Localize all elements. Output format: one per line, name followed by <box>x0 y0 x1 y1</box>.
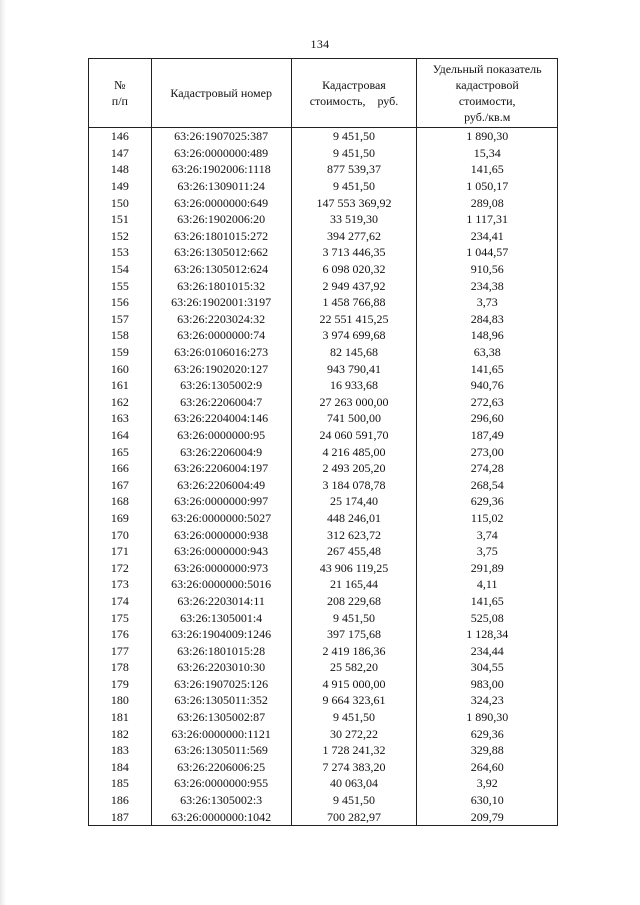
cell-cadastral-cost: 9 451,50 <box>291 792 417 809</box>
cell-row-number: 150 <box>89 194 152 211</box>
table-row <box>89 692 558 709</box>
cell-cadastral-number: 63:26:1305001:4 <box>151 609 291 626</box>
table-row <box>89 427 558 444</box>
cell-cadastral-number: 63:26:2203024:32 <box>151 311 291 328</box>
cell-specific-cost: 141,65 <box>417 593 558 610</box>
header-specific-line1: Удельный показатель <box>432 62 542 76</box>
cell-cadastral-cost: 1 728 241,32 <box>291 742 417 759</box>
cell-cadastral-cost: 27 263 000,00 <box>291 394 417 411</box>
cell-row-number: 148 <box>89 161 152 178</box>
cell-row-number: 172 <box>89 559 152 576</box>
cell-specific-cost: 274,28 <box>417 460 558 477</box>
table-row <box>89 792 558 809</box>
cell-cadastral-number: 63:26:0000000:489 <box>151 145 291 162</box>
cell-specific-cost: 1 050,17 <box>417 178 558 195</box>
cell-cadastral-cost: 16 933,68 <box>291 377 417 394</box>
cell-specific-cost: 1 117,31 <box>417 211 558 228</box>
cell-cadastral-number: 63:26:0000000:997 <box>151 493 291 510</box>
table-row <box>89 194 558 211</box>
table-row <box>89 626 558 643</box>
cell-specific-cost: 910,56 <box>417 261 558 278</box>
cell-cadastral-cost: 3 184 078,78 <box>291 476 417 493</box>
table-row <box>89 360 558 377</box>
cell-row-number: 169 <box>89 510 152 527</box>
cell-row-number: 163 <box>89 410 152 427</box>
table-row <box>89 178 558 195</box>
cell-cadastral-cost: 9 451,50 <box>291 709 417 726</box>
cell-cadastral-number: 63:26:1907025:387 <box>151 128 291 145</box>
cell-cadastral-number: 63:26:1801015:272 <box>151 228 291 245</box>
cell-specific-cost: 1 890,30 <box>417 128 558 145</box>
cell-specific-cost: 329,88 <box>417 742 558 759</box>
cell-cadastral-number: 63:26:1305002:9 <box>151 377 291 394</box>
cell-row-number: 153 <box>89 244 152 261</box>
cadastral-table <box>88 58 558 826</box>
cell-row-number: 149 <box>89 178 152 195</box>
cell-row-number: 154 <box>89 261 152 278</box>
cell-row-number: 164 <box>89 427 152 444</box>
header-specific-cost <box>417 59 558 128</box>
cell-specific-cost: 115,02 <box>417 510 558 527</box>
table-row <box>89 493 558 510</box>
cell-row-number: 171 <box>89 543 152 560</box>
cell-cadastral-cost: 30 272,22 <box>291 725 417 742</box>
cell-row-number: 186 <box>89 792 152 809</box>
table-row <box>89 476 558 493</box>
cell-cadastral-cost: 4 216 485,00 <box>291 443 417 460</box>
cell-specific-cost: 983,00 <box>417 676 558 693</box>
header-row-number <box>89 59 152 128</box>
cell-specific-cost: 3,92 <box>417 775 558 792</box>
cell-cadastral-number: 63:26:1305011:569 <box>151 742 291 759</box>
cell-cadastral-number: 63:26:1309011:24 <box>151 178 291 195</box>
cell-cadastral-number: 63:26:2206004:49 <box>151 476 291 493</box>
cell-cadastral-cost: 33 519,30 <box>291 211 417 228</box>
header-specific-line3: стоимости, <box>458 94 516 108</box>
cell-cadastral-cost: 208 229,68 <box>291 593 417 610</box>
cell-row-number: 174 <box>89 593 152 610</box>
cell-cadastral-number: 63:26:0106016:273 <box>151 344 291 361</box>
cell-cadastral-number: 63:26:0000000:95 <box>151 427 291 444</box>
header-specific-line4: руб./кв.м <box>464 110 511 124</box>
cell-cadastral-cost: 394 277,62 <box>291 228 417 245</box>
header-specific-line2: кадастровой <box>455 78 519 92</box>
cell-cadastral-number: 63:26:2206006:25 <box>151 759 291 776</box>
cell-cadastral-number: 63:26:1305002:3 <box>151 792 291 809</box>
table-row <box>89 526 558 543</box>
cell-cadastral-cost: 3 974 699,68 <box>291 327 417 344</box>
cell-specific-cost: 630,10 <box>417 792 558 809</box>
table-row <box>89 145 558 162</box>
cell-specific-cost: 304,55 <box>417 659 558 676</box>
cell-row-number: 152 <box>89 228 152 245</box>
cell-cadastral-cost: 21 165,44 <box>291 576 417 593</box>
cell-cadastral-number: 63:26:0000000:5027 <box>151 510 291 527</box>
cell-cadastral-cost: 1 458 766,88 <box>291 294 417 311</box>
table-row <box>89 460 558 477</box>
cell-cadastral-number: 63:26:1305012:624 <box>151 261 291 278</box>
cell-cadastral-cost: 943 790,41 <box>291 360 417 377</box>
cell-row-number: 185 <box>89 775 152 792</box>
cell-specific-cost: 63,38 <box>417 344 558 361</box>
cell-row-number: 161 <box>89 377 152 394</box>
cell-specific-cost: 15,34 <box>417 145 558 162</box>
cell-cadastral-cost: 741 500,00 <box>291 410 417 427</box>
table-row <box>89 311 558 328</box>
table-row <box>89 593 558 610</box>
cell-cadastral-number: 63:26:1801015:32 <box>151 277 291 294</box>
table-row <box>89 344 558 361</box>
cell-cadastral-number: 63:26:1305012:662 <box>151 244 291 261</box>
cell-row-number: 158 <box>89 327 152 344</box>
cell-row-number: 179 <box>89 676 152 693</box>
cell-cadastral-cost: 3 713 446,35 <box>291 244 417 261</box>
cell-specific-cost: 3,74 <box>417 526 558 543</box>
cell-row-number: 181 <box>89 709 152 726</box>
cell-cadastral-number: 63:26:2206004:7 <box>151 394 291 411</box>
table-row <box>89 377 558 394</box>
cell-specific-cost: 209,79 <box>417 808 558 825</box>
table-row <box>89 725 558 742</box>
table-row <box>89 394 558 411</box>
table-row <box>89 609 558 626</box>
header-cadastral-number: Кадастровый номер <box>151 59 291 128</box>
cell-cadastral-number: 63:26:2203014:11 <box>151 593 291 610</box>
cell-specific-cost: 296,60 <box>417 410 558 427</box>
cell-cadastral-cost: 312 623,72 <box>291 526 417 543</box>
cell-specific-cost: 187,49 <box>417 427 558 444</box>
cell-specific-cost: 3,75 <box>417 543 558 560</box>
cell-cadastral-cost: 25 174,40 <box>291 493 417 510</box>
cell-cadastral-cost: 9 451,50 <box>291 128 417 145</box>
cell-cadastral-cost: 2 419 186,36 <box>291 642 417 659</box>
table-row <box>89 676 558 693</box>
cell-row-number: 162 <box>89 394 152 411</box>
cell-cadastral-number: 63:26:0000000:955 <box>151 775 291 792</box>
table-row <box>89 742 558 759</box>
cell-row-number: 184 <box>89 759 152 776</box>
cell-specific-cost: 272,63 <box>417 394 558 411</box>
cell-cadastral-cost: 6 098 020,32 <box>291 261 417 278</box>
header-number-abbrev: п/п <box>111 94 128 108</box>
cell-cadastral-cost: 877 539,37 <box>291 161 417 178</box>
table-body <box>89 128 558 826</box>
cell-cadastral-cost: 147 553 369,92 <box>291 194 417 211</box>
cell-specific-cost: 629,36 <box>417 493 558 510</box>
cell-specific-cost: 234,41 <box>417 228 558 245</box>
cell-cadastral-number: 63:26:1305011:352 <box>151 692 291 709</box>
cell-cadastral-cost: 9 451,50 <box>291 178 417 195</box>
cell-cadastral-cost: 7 274 383,20 <box>291 759 417 776</box>
table-row <box>89 410 558 427</box>
cell-cadastral-number: 63:26:2203010:30 <box>151 659 291 676</box>
cell-cadastral-number: 63:26:2204004:146 <box>151 410 291 427</box>
cell-cadastral-number: 63:26:1902006:20 <box>151 211 291 228</box>
cell-specific-cost: 1 890,30 <box>417 709 558 726</box>
table-row <box>89 709 558 726</box>
cell-cadastral-cost: 9 451,50 <box>291 145 417 162</box>
cell-cadastral-number: 63:26:0000000:74 <box>151 327 291 344</box>
cell-cadastral-cost: 9 451,50 <box>291 609 417 626</box>
cell-row-number: 182 <box>89 725 152 742</box>
header-cost-line2: стоимость, руб. <box>309 94 399 108</box>
cell-cadastral-cost: 24 060 591,70 <box>291 427 417 444</box>
cell-specific-cost: 1 128,34 <box>417 626 558 643</box>
cell-row-number: 166 <box>89 460 152 477</box>
cell-row-number: 155 <box>89 277 152 294</box>
cell-specific-cost: 234,38 <box>417 277 558 294</box>
scan-shadow-edge <box>0 0 6 905</box>
cell-row-number: 160 <box>89 360 152 377</box>
cell-specific-cost: 268,54 <box>417 476 558 493</box>
header-cadastral-cost <box>291 59 417 128</box>
cell-row-number: 176 <box>89 626 152 643</box>
cell-cadastral-number: 63:26:1902001:3197 <box>151 294 291 311</box>
cell-specific-cost: 141,65 <box>417 161 558 178</box>
cell-specific-cost: 284,83 <box>417 311 558 328</box>
cell-cadastral-number: 63:26:1907025:126 <box>151 676 291 693</box>
cell-specific-cost: 148,96 <box>417 327 558 344</box>
table-row <box>89 775 558 792</box>
cell-cadastral-number: 63:26:0000000:5016 <box>151 576 291 593</box>
cell-specific-cost: 940,76 <box>417 377 558 394</box>
cell-cadastral-cost: 267 455,48 <box>291 543 417 560</box>
cell-row-number: 170 <box>89 526 152 543</box>
table-row <box>89 161 558 178</box>
cell-cadastral-number: 63:26:0000000:938 <box>151 526 291 543</box>
cell-cadastral-cost: 25 582,20 <box>291 659 417 676</box>
cell-row-number: 167 <box>89 476 152 493</box>
cell-row-number: 177 <box>89 642 152 659</box>
cell-specific-cost: 1 044,57 <box>417 244 558 261</box>
table-row <box>89 327 558 344</box>
header-cost-line1: Кадастровая <box>322 78 386 92</box>
cell-cadastral-cost: 2 949 437,92 <box>291 277 417 294</box>
cell-row-number: 168 <box>89 493 152 510</box>
cell-specific-cost: 3,73 <box>417 294 558 311</box>
cell-specific-cost: 141,65 <box>417 360 558 377</box>
page-number: 134 <box>310 37 330 51</box>
cell-row-number: 187 <box>89 808 152 825</box>
cell-cadastral-cost: 40 063,04 <box>291 775 417 792</box>
cell-row-number: 151 <box>89 211 152 228</box>
cell-row-number: 146 <box>89 128 152 145</box>
cell-row-number: 178 <box>89 659 152 676</box>
cell-cadastral-cost: 700 282,97 <box>291 808 417 825</box>
table-row <box>89 759 558 776</box>
table-row <box>89 559 558 576</box>
table-row <box>89 228 558 245</box>
cell-cadastral-number: 63:26:0000000:943 <box>151 543 291 560</box>
cell-cadastral-number: 63:26:0000000:1042 <box>151 808 291 825</box>
table-row <box>89 659 558 676</box>
cell-row-number: 180 <box>89 692 152 709</box>
table-row <box>89 128 558 145</box>
cell-row-number: 159 <box>89 344 152 361</box>
cell-row-number: 165 <box>89 443 152 460</box>
cell-specific-cost: 264,60 <box>417 759 558 776</box>
cell-cadastral-number: 63:26:2206004:9 <box>151 443 291 460</box>
cell-specific-cost: 324,23 <box>417 692 558 709</box>
cell-cadastral-number: 63:26:1305002:87 <box>151 709 291 726</box>
header-number-sign: № <box>114 78 126 92</box>
cell-cadastral-number: 63:26:1801015:28 <box>151 642 291 659</box>
table-row <box>89 211 558 228</box>
cell-row-number: 156 <box>89 294 152 311</box>
cell-specific-cost: 525,08 <box>417 609 558 626</box>
table-row <box>89 244 558 261</box>
cell-cadastral-cost: 397 175,68 <box>291 626 417 643</box>
cell-row-number: 175 <box>89 609 152 626</box>
cell-cadastral-cost: 43 906 119,25 <box>291 559 417 576</box>
cell-cadastral-cost: 22 551 415,25 <box>291 311 417 328</box>
cell-row-number: 157 <box>89 311 152 328</box>
cell-specific-cost: 289,08 <box>417 194 558 211</box>
cell-row-number: 173 <box>89 576 152 593</box>
cell-specific-cost: 4,11 <box>417 576 558 593</box>
cell-cadastral-number: 63:26:0000000:649 <box>151 194 291 211</box>
cell-cadastral-cost: 2 493 205,20 <box>291 460 417 477</box>
cell-cadastral-cost: 82 145,68 <box>291 344 417 361</box>
cell-cadastral-number: 63:26:1902006:1118 <box>151 161 291 178</box>
table-row <box>89 808 558 825</box>
cell-row-number: 183 <box>89 742 152 759</box>
table-header-row <box>89 59 558 128</box>
cell-specific-cost: 273,00 <box>417 443 558 460</box>
cell-specific-cost: 291,89 <box>417 559 558 576</box>
table-row <box>89 261 558 278</box>
table-row <box>89 642 558 659</box>
cell-cadastral-number: 63:26:1904009:1246 <box>151 626 291 643</box>
table-row <box>89 510 558 527</box>
cell-cadastral-cost: 4 915 000,00 <box>291 676 417 693</box>
cell-cadastral-number: 63:26:2206004:197 <box>151 460 291 477</box>
cell-specific-cost: 234,44 <box>417 642 558 659</box>
table-row <box>89 543 558 560</box>
cell-cadastral-cost: 9 664 323,61 <box>291 692 417 709</box>
table-row <box>89 294 558 311</box>
cell-cadastral-number: 63:26:1902020:127 <box>151 360 291 377</box>
cell-row-number: 147 <box>89 145 152 162</box>
cell-cadastral-number: 63:26:0000000:1121 <box>151 725 291 742</box>
cell-specific-cost: 629,36 <box>417 725 558 742</box>
cell-cadastral-cost: 448 246,01 <box>291 510 417 527</box>
table-row <box>89 277 558 294</box>
cell-cadastral-number: 63:26:0000000:973 <box>151 559 291 576</box>
table-row <box>89 576 558 593</box>
table-row <box>89 443 558 460</box>
